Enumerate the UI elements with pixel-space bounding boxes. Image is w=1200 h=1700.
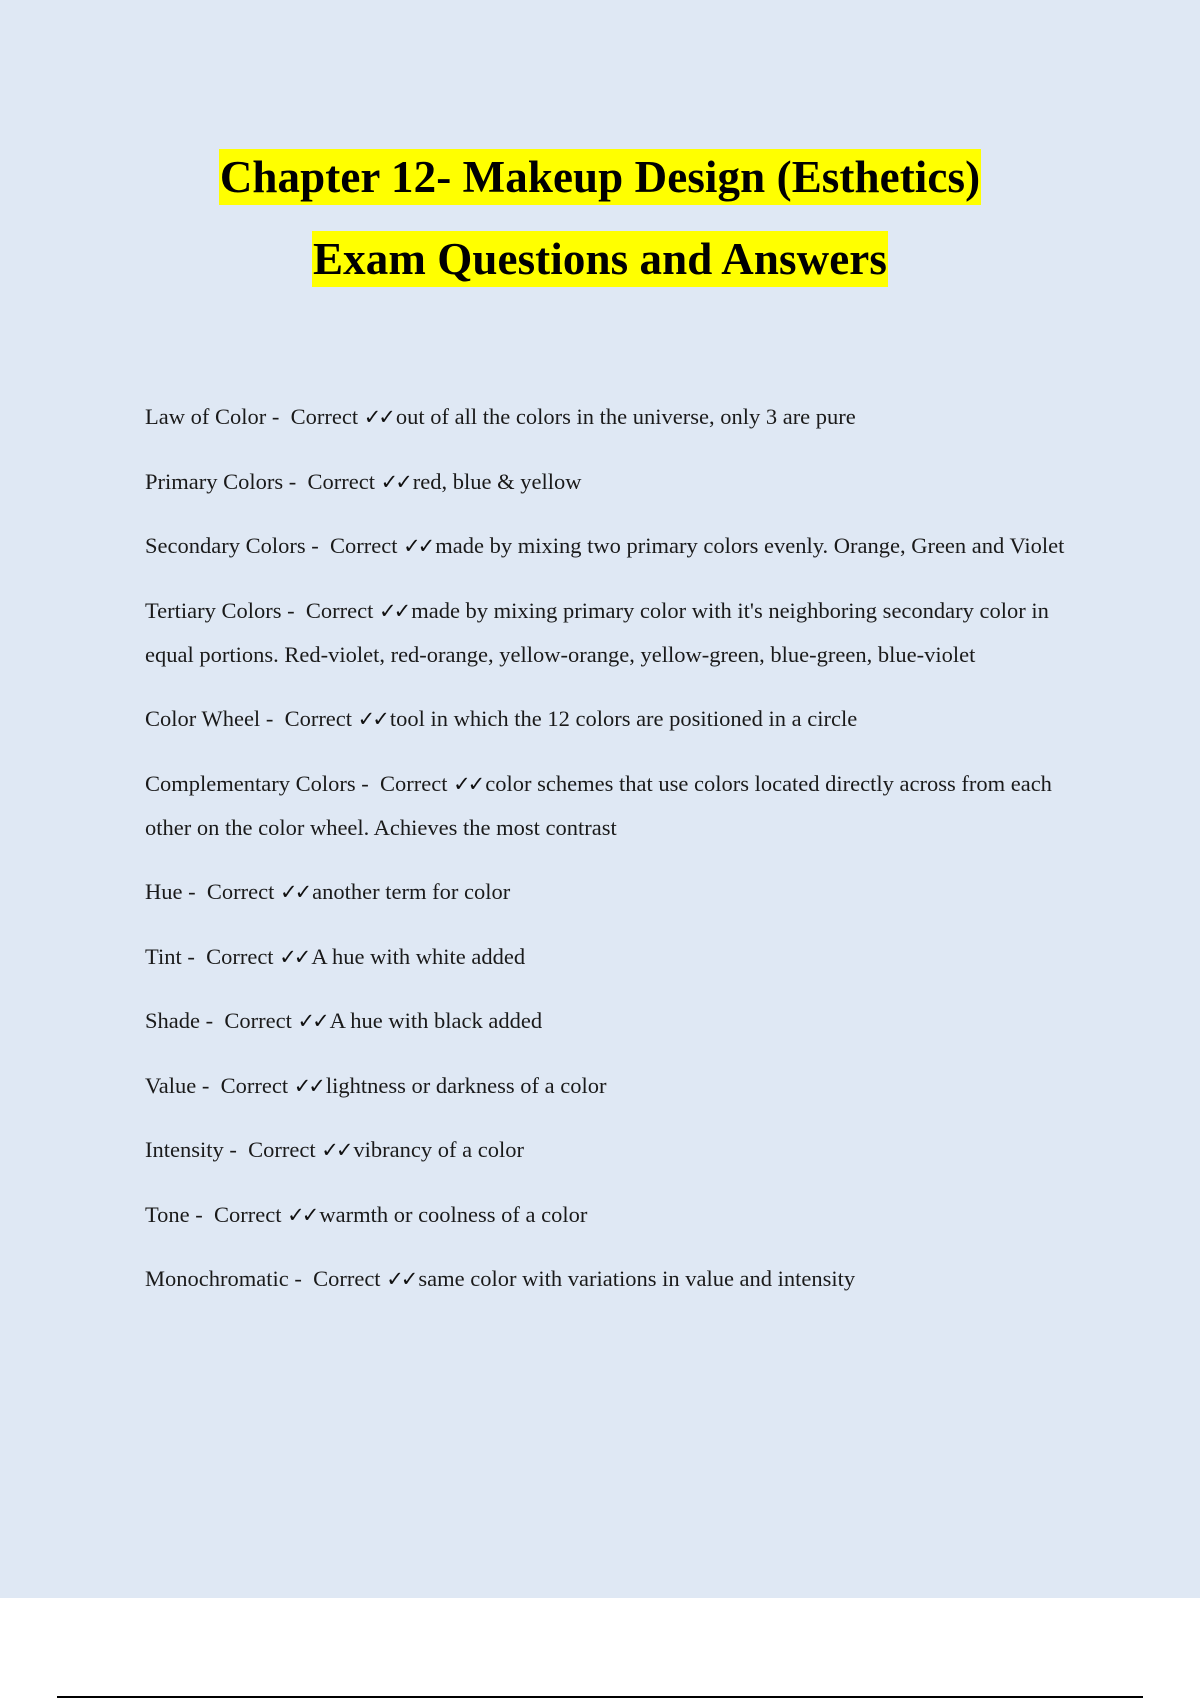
qa-list [145,395,1090,1322]
double-check-icon: ✓✓ [453,771,483,796]
answer-prefix: Correct [248,1137,316,1162]
double-check-icon: ✓✓ [297,1009,327,1033]
qa-item [145,1193,1090,1237]
qa-item [145,1128,1090,1172]
qa-answer: lightness or darkness of a color [325,1072,607,1098]
qa-term: Value - [145,1073,221,1098]
qa-item [145,1064,1090,1108]
answer-prefix: Correct [313,1266,381,1291]
qa-item [145,697,1090,741]
double-check-icon: ✓✓ [293,1073,323,1098]
document-title [0,140,1200,304]
qa-term: Hue - [145,879,207,904]
answer-prefix: Correct [224,1008,292,1033]
answer-prefix: Correct [206,879,275,904]
double-check-icon: ✓✓ [321,1138,351,1162]
double-check-icon: ✓✓ [380,469,410,494]
qa-answer: color schemes that use colors located directly across from each other on the color wheel. Achieves the most contrast [145,770,1052,840]
double-check-icon: ✓✓ [279,944,309,969]
qa-answer: made by mixing primary color with it's neighboring secondary color in equal portions. Red-violet, red-orange, yellow-orange, yellow-green, blue-green, blue-violet [145,597,1049,667]
double-check-icon: ✓✓ [403,534,433,558]
title-line [0,222,1200,304]
qa-term: Secondary Colors - [145,533,330,558]
qa-term: Law of Color - [145,404,291,429]
double-check-icon: ✓✓ [279,880,310,904]
qa-term: Tertiary Colors - [145,598,306,623]
answer-prefix: Correct [307,468,375,494]
qa-answer: A hue with black added [329,1008,543,1033]
qa-answer: same color with variations in value and intensity [418,1266,856,1291]
qa-answer: A hue with white added [311,943,526,969]
qa-answer: made by mixing two primary colors evenly. Orange, Green and Violet [435,533,1065,558]
qa-item [145,460,1090,504]
qa-answer: vibrancy of a color [353,1137,524,1162]
answer-prefix: Correct [220,1072,289,1098]
footer-divider [57,1696,1143,1698]
qa-term: Shade - [145,1008,224,1033]
title-line [0,140,1200,222]
qa-item [145,870,1090,914]
qa-answer: warmth or coolness of a color [319,1201,588,1227]
double-check-icon: ✓✓ [357,707,387,731]
qa-term: Tone - [145,1202,214,1227]
double-check-icon: ✓✓ [363,405,393,429]
qa-item [145,999,1090,1043]
qa-term: Color Wheel - [145,706,285,731]
qa-term: Tint - [145,944,206,969]
qa-item [145,1257,1090,1301]
qa-item [145,395,1090,439]
answer-prefix: Correct [329,533,398,558]
title-line-2: Exam Questions and Answers [312,231,888,287]
answer-prefix: Correct [206,943,274,969]
answer-prefix: Correct [214,1201,282,1227]
answer-prefix: Correct [284,706,353,731]
double-check-icon: ✓✓ [287,1202,317,1227]
qa-answer: red, blue & yellow [412,468,582,494]
qa-item [145,524,1090,568]
answer-prefix: Correct [305,597,374,623]
qa-term: Primary Colors - [145,469,308,494]
qa-item [145,762,1090,850]
double-check-icon: ✓✓ [386,1267,416,1291]
qa-item [145,935,1090,979]
answer-prefix: Correct [290,404,359,429]
qa-answer: tool in which the 12 colors are positioned in a circle [389,706,858,731]
double-check-icon: ✓✓ [379,598,409,623]
qa-term: Intensity - [145,1137,248,1162]
qa-term: Monochromatic - [145,1266,313,1291]
qa-term: Complementary Colors - [145,771,380,796]
qa-answer: out of all the colors in the universe, only 3 are pure [395,404,856,429]
answer-prefix: Correct [379,770,448,796]
qa-item [145,589,1090,677]
title-line-1: Chapter 12- Makeup Design (Esthetics) [219,149,981,205]
qa-answer: another term for color [312,879,511,904]
